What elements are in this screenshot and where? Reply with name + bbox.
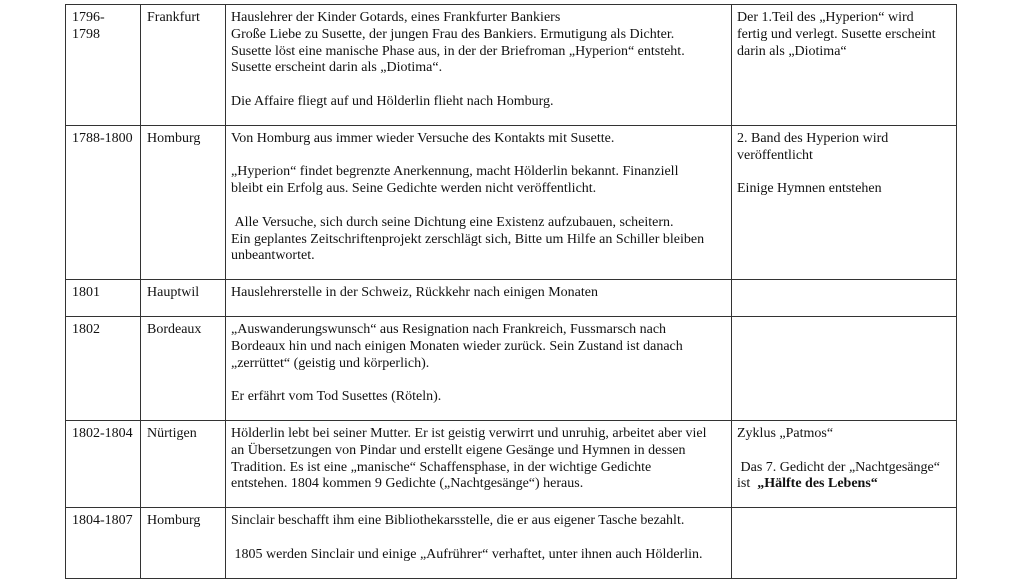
year-cell: 1788-1800: [66, 125, 141, 279]
note-cell: 2. Band des Hyperion wird veröffentlicht Einige Hymnen entstehen: [732, 125, 957, 279]
note-cell: [732, 316, 957, 420]
table-row: [66, 125, 957, 279]
table-row: [66, 316, 957, 420]
note-cell: Zyklus „Patmos“ Das 7. Gedicht der „Nachtgesänge“ ist „Hälfte des Lebens“: [732, 420, 957, 507]
description-cell: Von Homburg aus immer wieder Versuche des Kontakts mit Susette. „Hyperion“ findet begrenzte Anerkennung, macht Hölderlin bekannt. Finanziell bleibt ein Erfolg aus. Seine Gedichte werden nicht veröffentlicht. Alle Versuche, sich durch seine Dichtung eine Existenz aufzubauen, scheitern. Ein geplantes Zeitschriftenprojekt zerschlägt sich, Bitte um Hilfe an Schiller bleiben unbeantwortet.: [226, 125, 732, 279]
place-cell: Hauptwil: [141, 280, 226, 317]
description-cell: „Auswanderungswunsch“ aus Resignation nach Frankreich, Fussmarsch nach Bordeaux hin und nach einigen Monaten wieder zurück. Sein Zustand ist danach „zerrüttet“ (geistig und körperlich). Er erfährt vom Tod Susettes (Röteln).: [226, 316, 732, 420]
table-row: [66, 5, 957, 126]
table-row: [66, 420, 957, 507]
note-cell: [732, 508, 957, 578]
table-row: [66, 508, 957, 578]
note-cell: Der 1.Teil des „Hyperion“ wird fertig und verlegt. Susette erscheint darin als „Diotima“: [732, 5, 957, 126]
biography-table: [65, 4, 957, 579]
year-cell: 1804-1807: [66, 508, 141, 578]
description-cell: Hauslehrer der Kinder Gotards, eines Frankfurter Bankiers Große Liebe zu Susette, der jungen Frau des Bankiers. Ermutigung als Dichter. Susette löst eine manische Phase aus, in der der Briefroman „Hyperion“ entsteht. Susette erscheint darin als „Diotima“. Die Affaire fliegt auf und Hölderlin flieht nach Homburg.: [226, 5, 732, 126]
note-cell: [732, 280, 957, 317]
description-cell: Sinclair beschafft ihm eine Bibliothekarsstelle, die er aus eigener Tasche bezahlt. 1805 werden Sinclair und einige „Aufrührer“ verhaftet, unter ihnen auch Hölderlin.: [226, 508, 732, 578]
description-cell: Hauslehrerstelle in der Schweiz, Rückkehr nach einigen Monaten: [226, 280, 732, 317]
table-row: [66, 280, 957, 317]
year-cell: 1802: [66, 316, 141, 420]
place-cell: Bordeaux: [141, 316, 226, 420]
place-cell: Frankfurt: [141, 5, 226, 126]
poem-title: „Hälfte des Lebens“: [757, 476, 878, 492]
year-cell: 1802-1804: [66, 420, 141, 507]
place-cell: Homburg: [141, 125, 226, 279]
year-cell: 1801: [66, 280, 141, 317]
place-cell: Nürtigen: [141, 420, 226, 507]
year-cell: 1796- 1798: [66, 5, 141, 126]
description-cell: Hölderlin lebt bei seiner Mutter. Er ist geistig verwirrt und unruhig, arbeitet aber viel an Übersetzungen von Pindar und erstellt eigene Gesänge und Hymnen in dessen Tradition. Es ist eine „manische“ Schaffensphase, in der wichtige Gedichte entstehen. 1804 kommen 9 Gedichte („Nachtgesänge“) heraus.: [226, 420, 732, 507]
place-cell: Homburg: [141, 508, 226, 578]
